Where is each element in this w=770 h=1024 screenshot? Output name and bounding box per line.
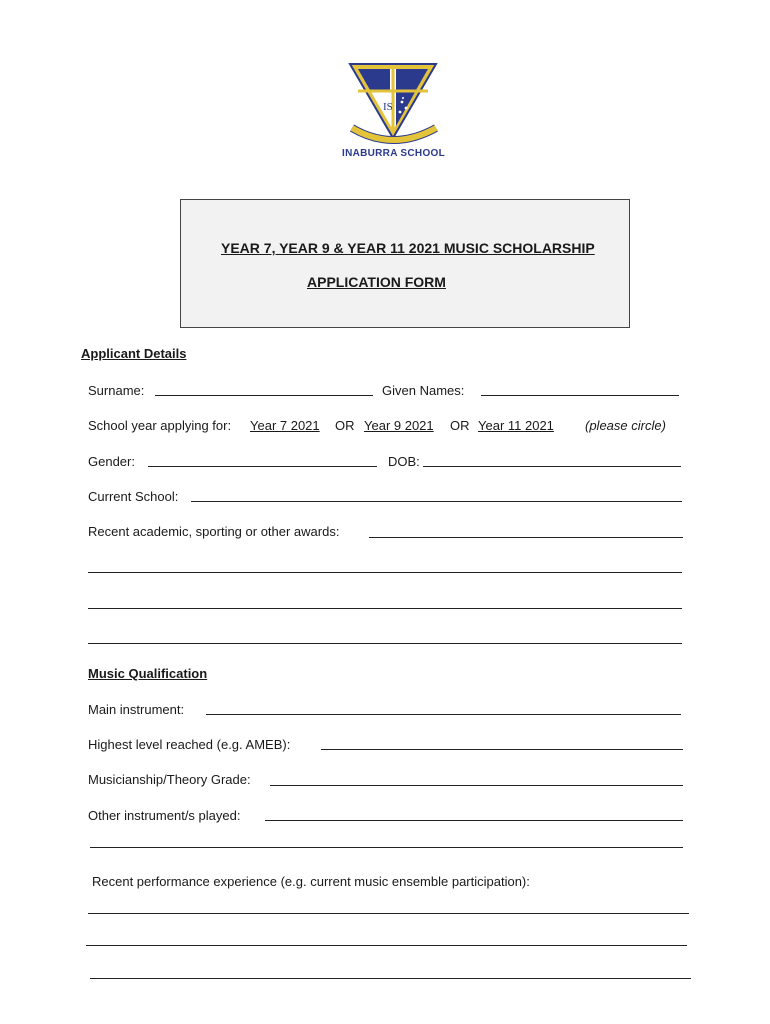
- applicant-details-heading: Applicant Details: [81, 346, 187, 361]
- dob-field[interactable]: [423, 466, 681, 467]
- form-title-box: [180, 199, 630, 328]
- performance-label: Recent performance experience (e.g. current music ensemble participation):: [92, 874, 530, 889]
- performance-line-1[interactable]: [88, 913, 689, 914]
- crest-icon: [340, 60, 450, 150]
- school-name: INABURRA SCHOOL: [342, 148, 446, 159]
- surname-label: Surname:: [88, 383, 145, 398]
- highest-level-field[interactable]: [321, 749, 683, 750]
- other-instruments-field[interactable]: [265, 820, 683, 821]
- school-logo: [340, 60, 450, 166]
- performance-line-3[interactable]: [90, 978, 691, 979]
- highest-level-label: Highest level reached (e.g. AMEB):: [88, 737, 291, 752]
- main-instrument-label: Main instrument:: [88, 702, 185, 717]
- given-names-field[interactable]: [481, 395, 679, 396]
- or-text-2: OR: [450, 418, 470, 433]
- given-names-label: Given Names:: [382, 383, 465, 398]
- performance-line-2[interactable]: [86, 945, 687, 946]
- music-qualification-heading: Music Qualification: [88, 666, 208, 681]
- dob-label: DOB:: [388, 454, 420, 469]
- current-school-label: Current School:: [88, 489, 179, 504]
- awards-line-3[interactable]: [88, 608, 682, 609]
- gender-label: Gender:: [88, 454, 135, 469]
- theory-grade-field[interactable]: [270, 785, 683, 786]
- awards-field[interactable]: [369, 537, 683, 538]
- awards-label: Recent academic, sporting or other awards:: [88, 524, 340, 539]
- main-instrument-field[interactable]: [206, 714, 681, 715]
- current-school-field[interactable]: [191, 501, 682, 502]
- year-option-7[interactable]: Year 7 2021: [250, 418, 320, 433]
- other-instruments-line-2[interactable]: [90, 847, 683, 848]
- form-title-line2: APPLICATION FORM: [307, 274, 446, 290]
- form-title-line1: YEAR 7, YEAR 9 & YEAR 11 2021 MUSIC SCHOLARSHIP: [221, 240, 595, 256]
- theory-grade-label: Musicianship/Theory Grade:: [88, 772, 251, 787]
- svg-text:IS: IS: [383, 101, 393, 113]
- surname-field[interactable]: [155, 395, 373, 396]
- year-option-9[interactable]: Year 9 2021: [364, 418, 434, 433]
- school-year-label: School year applying for:: [88, 418, 232, 433]
- gender-field[interactable]: [148, 466, 377, 467]
- year-option-11[interactable]: Year 11 2021: [478, 418, 554, 433]
- other-instruments-label: Other instrument/s played:: [88, 808, 241, 823]
- or-text-1: OR: [335, 418, 355, 433]
- please-circle-note: (please circle): [585, 418, 666, 433]
- awards-line-2[interactable]: [88, 572, 682, 573]
- awards-line-4[interactable]: [88, 643, 682, 644]
